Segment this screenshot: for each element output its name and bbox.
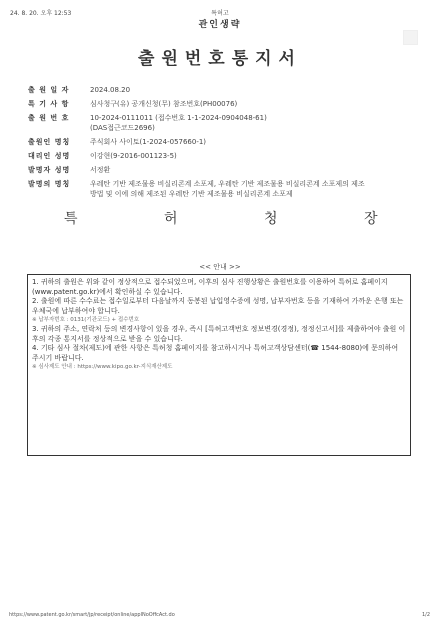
barcode-mark bbox=[403, 30, 418, 45]
print-page-title: 특허고 bbox=[211, 10, 229, 17]
info-value-inventor: 서정환 bbox=[90, 166, 111, 174]
notice-item-2: 2. 출원에 따른 수수료는 접수일로부터 다음날까지 동봉된 납입영수증에 성명, 납부자번호 등을 기재하여 가까운 은행 또는 우체국에 납부하여야 합니다. bbox=[32, 297, 404, 315]
document-title: 출원번호통지서 bbox=[138, 49, 302, 69]
info-row bbox=[28, 164, 424, 178]
office-char-1: 특 bbox=[64, 211, 78, 227]
info-value-applicant: 주식회사 사이토(1-2024-057660-1) bbox=[90, 138, 207, 146]
info-value-agent: 이강현(9-2016-001123-5) bbox=[90, 152, 177, 160]
info-label-agent: 대리인 성명 bbox=[28, 152, 71, 160]
print-page-number: 1/2 bbox=[421, 612, 430, 618]
info-row bbox=[28, 178, 424, 202]
info-label-date: 출 원 일 자 bbox=[28, 86, 70, 94]
info-value-special: 심사청구(유) 공개신청(무) 참조번호(PH00076) bbox=[90, 100, 238, 108]
info-row bbox=[28, 150, 424, 164]
notice-item-3: 3. 귀하의 주소, 연락처 등의 변경사항이 있을 경우, 즉시 [특허고객번호 정보변경(경정), 정정신고서]를 제출하여야 출원 이후의 각종 통지서를 정상적으로 받을 수 있습니다. bbox=[32, 325, 406, 343]
org-seal-text: 관인생략 bbox=[198, 20, 242, 30]
notice-box bbox=[27, 274, 411, 456]
info-label-number: 출 원 번 호 bbox=[28, 114, 70, 122]
info-row bbox=[28, 112, 424, 136]
notice-item-1: 1. 귀하의 출원은 위와 같이 정상적으로 접수되었으며, 이후의 심사 진행상황은 출원번호를 이용하여 특허로 홈페이지(www.patent.go.kr)에서 확인하실 수 있습니다. bbox=[32, 278, 388, 296]
info-value-invention: 우레탄 기반 제조물용 비실리콘계 소포제, 우레탄 기반 제조물용 비실리콘계 소포제의 제조 방법 및 이에 의해 제조된 우레탄 기반 제조물용 비실리콘계 소포제 bbox=[90, 180, 365, 198]
info-label-invention: 발명의 명칭 bbox=[28, 180, 71, 188]
info-row bbox=[28, 84, 424, 98]
info-value-number: 10-2024-0111011 (접수번호 1-1-2024-0904048-61) (DAS접근코드2696) bbox=[90, 114, 267, 132]
info-label-applicant: 출원인 명칭 bbox=[28, 138, 71, 146]
info-row bbox=[28, 98, 424, 112]
info-row bbox=[28, 136, 424, 150]
print-datetime: 24. 8. 20. 오후 12:53 bbox=[10, 10, 72, 17]
office-char-2: 허 bbox=[164, 211, 178, 227]
office-char-3: 청 bbox=[264, 211, 278, 227]
info-label-special: 특 기 사 항 bbox=[28, 100, 70, 108]
office-char-4: 장 bbox=[364, 211, 378, 227]
notice-item-4: 4. 기타 심사 절차(제도)에 관한 사항은 특허청 홈페이지를 참고하시거나 특허고객상담센터(☎ 1544-8080)에 문의하여 주시기 바랍니다. bbox=[32, 344, 399, 362]
print-url: https://www.patent.go.kr/smart/jp/receipt/online/applNoOffcAct.do bbox=[9, 612, 175, 618]
info-label-inventor: 발명자 성명 bbox=[28, 166, 71, 174]
notice-note-4: ※ 심사제도 안내 : https://www.kipo.go.kr-지식재산제도 bbox=[32, 364, 173, 370]
application-info-table bbox=[28, 84, 424, 202]
notice-heading: << 안내 >> bbox=[199, 263, 241, 271]
notice-note-2: ※ 납부자번호 : 0131(기관코드) + 접수번호 bbox=[32, 317, 140, 323]
info-value-date: 2024.08.20 bbox=[90, 86, 131, 94]
